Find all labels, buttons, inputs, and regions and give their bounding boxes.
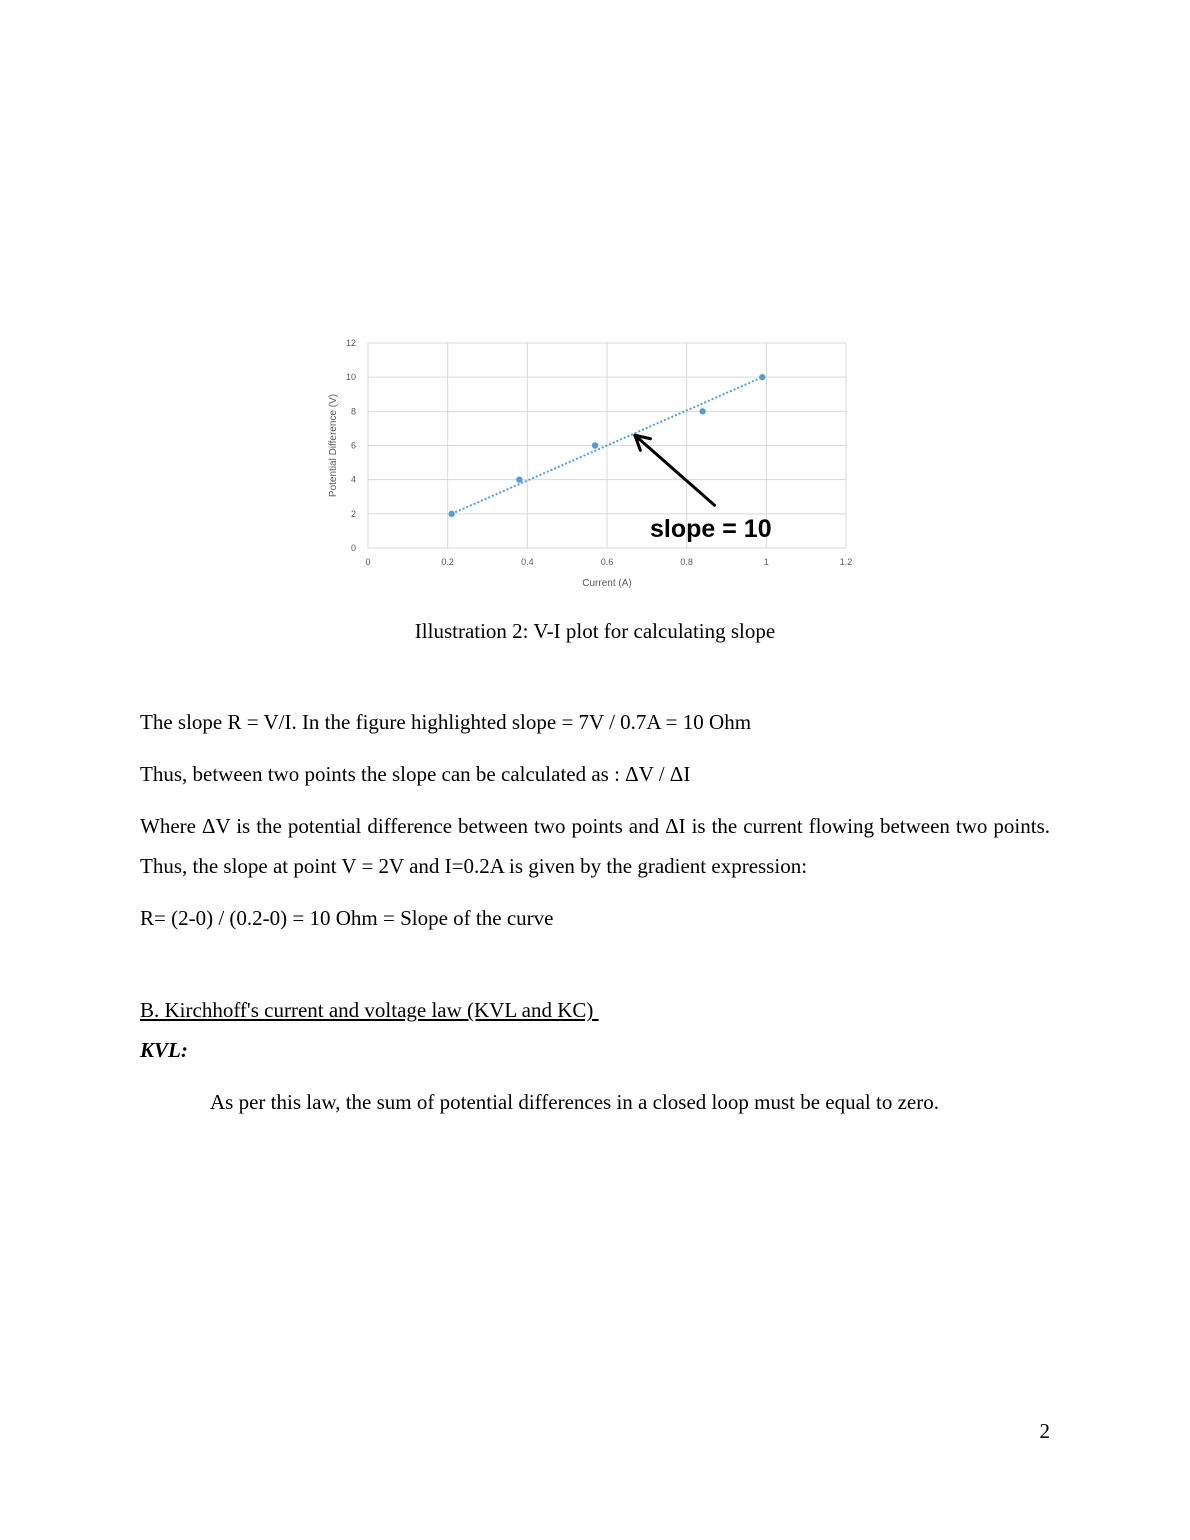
slope-annotation bbox=[635, 435, 772, 543]
chart-data-point bbox=[448, 511, 454, 517]
chart-x-tick-label: 0.4 bbox=[521, 557, 534, 567]
paragraph-slope-result: R= (2-0) / (0.2-0) = 10 Ohm = Slope of the curve bbox=[140, 906, 554, 930]
chart-y-tick-label: 10 bbox=[345, 372, 356, 383]
chart-x-tick-label: 0.6 bbox=[600, 557, 614, 567]
figure-caption: Illustration 2: V-I plot for calculating slope bbox=[414, 619, 776, 643]
chart-x-tick-label: 1 bbox=[763, 557, 769, 567]
vi-plot-chart bbox=[318, 330, 864, 595]
chart-y-tick-label: 8 bbox=[350, 406, 356, 417]
chart-data-point bbox=[516, 476, 522, 482]
chart-y-tick-label: 6 bbox=[350, 440, 356, 451]
chart-data-point bbox=[699, 408, 705, 414]
chart-y-tick-label: 12 bbox=[345, 338, 356, 348]
chart-x-axis-label: Current (A) bbox=[582, 578, 632, 589]
chart-y-tick-label: 0 bbox=[350, 543, 356, 553]
subheading-kvl: KVL: bbox=[140, 1038, 188, 1062]
paragraph-slope-definition: The slope R = V/I. In the figure highlighted slope = 7V / 0.7A = 10 Ohm bbox=[140, 710, 752, 734]
page-number: 2 bbox=[1039, 1419, 1050, 1443]
chart-y-tick-label: 2 bbox=[350, 508, 356, 519]
paragraph-kvl-definition: As per this law, the sum of potential differences in a closed loop must be equal to zero. bbox=[210, 1090, 939, 1114]
annotation-slope-text: slope = 10 bbox=[650, 515, 772, 543]
chart-x-tick-label: 0 bbox=[365, 557, 371, 567]
chart-x-tick-label: 0.2 bbox=[441, 557, 454, 567]
chart-x-tick-label: 0.8 bbox=[680, 557, 693, 567]
chart-data-point bbox=[759, 374, 765, 380]
chart-data-point bbox=[592, 442, 598, 448]
section-heading-kirchhoff: B. Kirchhoff's current and voltage law (KVL and KC) bbox=[140, 998, 599, 1022]
chart-y-axis-label: Potential Difference (V) bbox=[328, 393, 339, 498]
chart-y-tick-label: 4 bbox=[350, 474, 356, 485]
paragraph-slope-formula: Thus, between two points the slope can be calculated as : ΔV / ΔI bbox=[140, 762, 691, 786]
paragraph-slope-explanation: Where ΔV is the potential difference between two points and ΔI is the current flowing between two points. Thus, the slope at point V = 2V and I=0.2A is given by the gradient expression: bbox=[140, 814, 1050, 878]
chart-x-tick-label: 1.2 bbox=[839, 557, 853, 567]
chart-tick-labels bbox=[346, 338, 852, 567]
